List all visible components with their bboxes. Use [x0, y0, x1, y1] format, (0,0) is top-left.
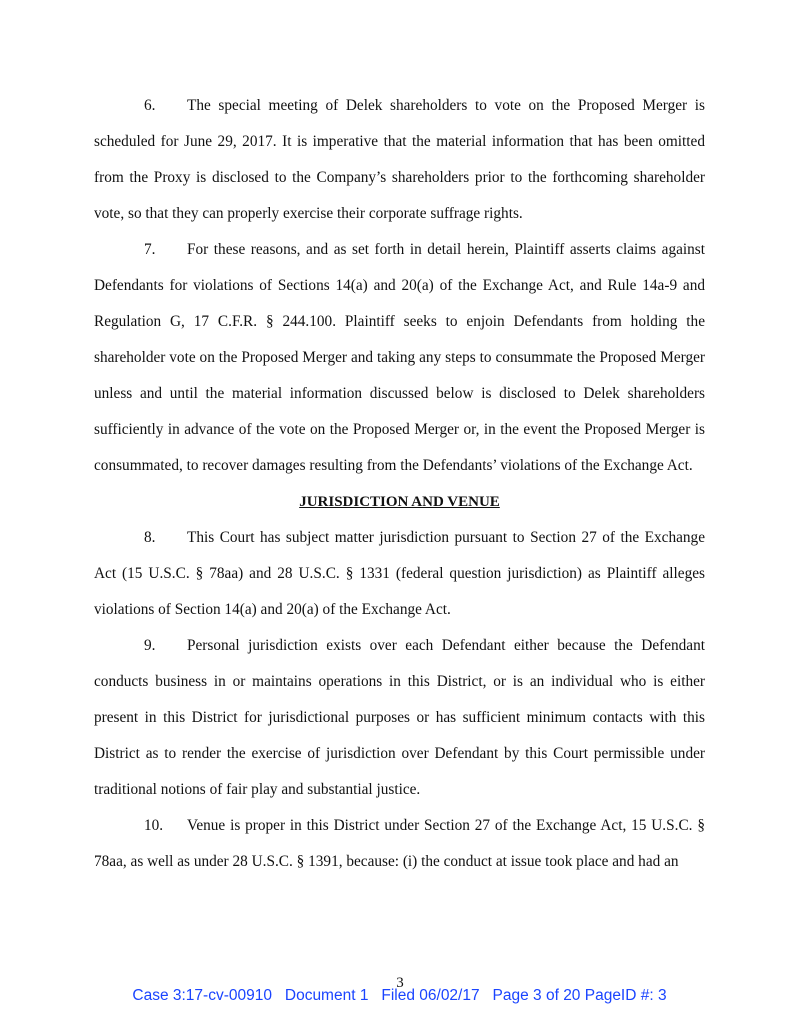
paragraph-number: 6. — [144, 97, 156, 114]
paragraph-number: 7. — [144, 241, 156, 258]
paragraph-6 — [94, 88, 705, 232]
paragraph-text: Personal jurisdiction exists over each Defendant either because the Defendant conducts business in or maintains operations in this District, or is an individual who is either present in this District for jurisdictional purposes or has sufficient minimum contacts with this District as to render the exercise of jurisdiction over Defendant by this Court permissible under traditional notions of fair play and substantial justice. — [94, 637, 705, 798]
paragraph-text: The special meeting of Delek shareholders to vote on the Proposed Merger is scheduled for June 29, 2017. It is imperative that the material information that has been omitted from the Proxy is disclosed to the Company’s shareholders prior to the forthcoming shareholder vote, so that they can properly exercise their corporate suffrage rights. — [94, 97, 705, 222]
paragraph-8 — [94, 520, 705, 628]
page-number: 3 — [396, 975, 404, 991]
paragraph-number: 8. — [144, 529, 156, 546]
paragraph-10 — [94, 808, 705, 880]
paragraph-text: Venue is proper in this District under Section 27 of the Exchange Act, 15 U.S.C. § 78aa, as well as under 28 U.S.C. § 1391, because: (i) the conduct at issue took place and had an — [94, 817, 705, 870]
paragraph-7 — [94, 232, 705, 484]
paragraph-text: For these reasons, and as set forth in detail herein, Plaintiff asserts claims against Defendants for violations of Sections 14(a) and 20(a) of the Exchange Act, and Rule 14a-9 and Regulation G, 17 C.F.R. § 244.100. Plaintiff seeks to enjoin Defendants from holding the shareholder vote on the Proposed Merger and taking any steps to consummate the Proposed Merger unless and until the material information discussed below is disclosed to Delek shareholders sufficiently in advance of the vote on the Proposed Merger or, in the event the Proposed Merger is consummated, to recover damages resulting from the Defendants’ violations of the Exchange Act. — [94, 241, 705, 474]
paragraph-text: This Court has subject matter jurisdiction pursuant to Section 27 of the Exchange Act (15 U.S.C. § 78aa) and 28 U.S.C. § 1331 (federal question jurisdiction) as Plaintiff alleges violations of Section 14(a) and 20(a) of the Exchange Act. — [94, 529, 705, 618]
case-filing-stamp: Case 3:17-cv-00910 Document 1 Filed 06/02/17 Page 3 of 20 PageID #: 3 — [132, 987, 667, 1004]
paragraph-number: 10. — [144, 817, 164, 834]
section-heading: JURISDICTION AND VENUE — [299, 494, 500, 510]
document-body — [94, 88, 705, 880]
paragraph-9 — [94, 628, 705, 808]
paragraph-number: 9. — [144, 637, 156, 654]
